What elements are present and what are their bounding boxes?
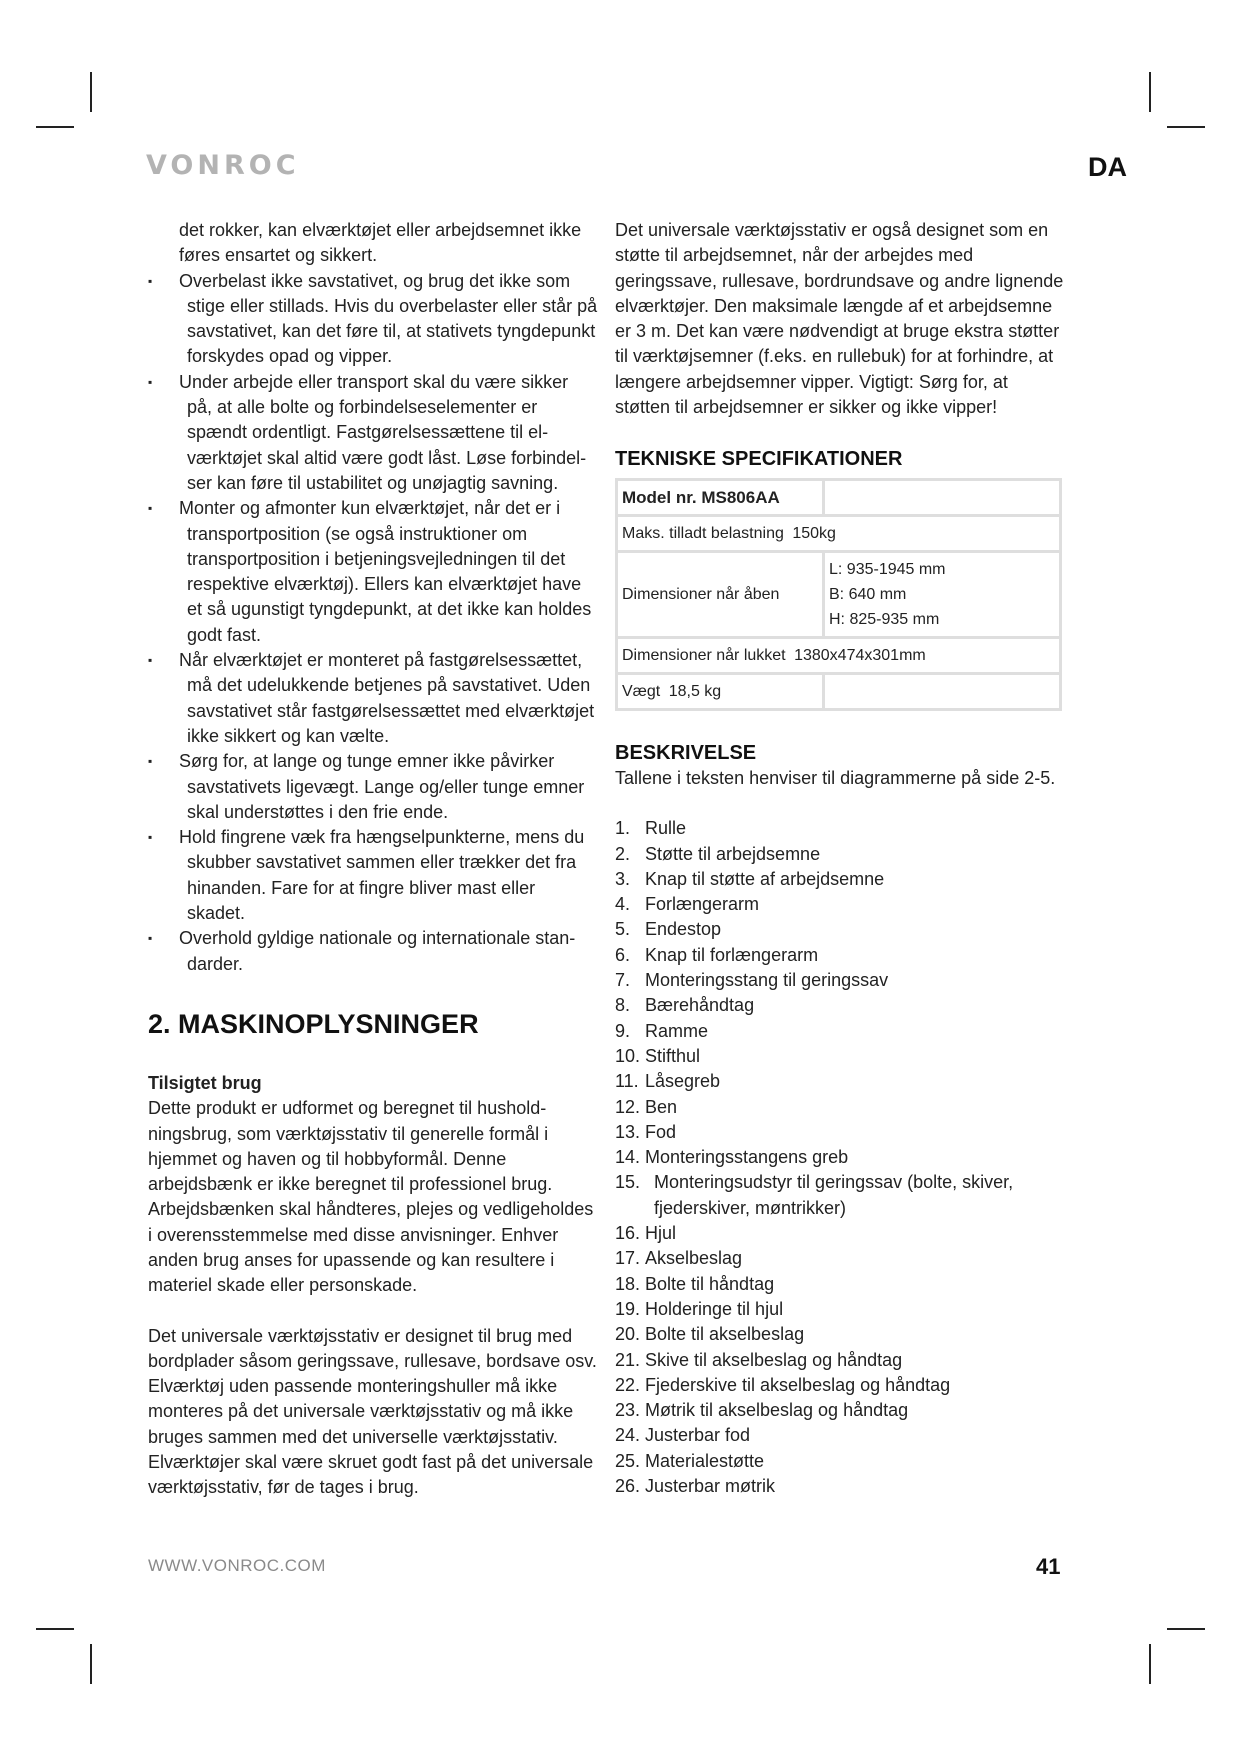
crop-mark xyxy=(1149,72,1151,112)
table-row xyxy=(617,637,1061,673)
open-width: B: 640 mm xyxy=(829,585,907,603)
table-row xyxy=(617,551,1061,637)
list-item: 7. Monteringsstang til geringssav xyxy=(615,970,889,991)
description-title: BESKRIVELSE xyxy=(615,741,757,764)
list-item: 2. Støtte til arbejdsemne xyxy=(615,843,821,864)
list-item: 3. Knap til støtte af arbejdsemne xyxy=(615,868,885,889)
section-heading: 2. MASKINOPLYSNINGER xyxy=(148,1008,479,1039)
spec-title: TEKNISKE SPECIFIKATIONER xyxy=(615,448,903,471)
open-length: L: 935-1945 mm xyxy=(829,560,946,578)
closed-dimensions-value: 1380x474x301mm xyxy=(794,646,926,664)
crop-mark xyxy=(1149,1644,1151,1684)
list-item: 15. Monteringsudstyr til geringssav (bolte, skiver, fjederskiver, møntrikker) xyxy=(615,1172,1014,1218)
model-cell: Model nr. MS806AA xyxy=(617,479,824,515)
list-item: ▪ Når elværktøjet er monteret på fastgørelsessættet, må det udelukkende betjenes på savstativet. Uden savstativet står fastgørelsessættet med elværktøjet ikke sikkert og kan vælte. xyxy=(148,648,598,749)
weight-label: Vægt xyxy=(622,682,661,700)
crop-mark xyxy=(90,1644,92,1684)
load-value: 150kg xyxy=(792,524,836,542)
weight-value: 18,5 kg xyxy=(668,682,722,700)
list-item: ▪ Sørg for, at lange og tunge emner ikke påvirker savstativets ligevægt. Lange og/eller tunge emner skal understøttes i den frie ende. xyxy=(148,749,598,825)
list-item: 14. Monteringsstangens greb xyxy=(615,1147,849,1168)
table-row xyxy=(617,673,1061,709)
list-item: ▪ Hold fingrene væk fra hængselpunkterne, mens du skubber savstativet sammen eller trækker det fra hinanden. Fare for at fingre bliver mast eller skadet. xyxy=(148,825,598,926)
safety-bullet-list xyxy=(148,269,598,977)
list-item: 1. Rulle xyxy=(615,818,687,839)
list-item: 22. Fjederskive til akselbeslag og håndtag xyxy=(615,1374,951,1395)
crop-mark xyxy=(90,72,92,112)
page-number: 41 xyxy=(1036,1554,1061,1579)
language-code: DA xyxy=(1088,152,1127,182)
table-row xyxy=(617,479,1061,515)
list-item: ▪ Overhold gyldige nationale og internationale standarder. xyxy=(148,926,598,977)
table-row xyxy=(617,515,1061,551)
list-item: 16. Hjul xyxy=(615,1223,677,1244)
list-item: 23. Møtrik til akselbeslag og håndtag xyxy=(615,1400,909,1421)
list-item: 26. Justerbar møtrik xyxy=(615,1475,776,1496)
list-item: 5. Endestop xyxy=(615,919,722,940)
list-item: ▪ Under arbejde eller transport skal du være sikker på, at alle bolte og forbindelseselementer er spændt ordentligt. Fastgørelsessættene til elværktøjet skal altid være godt låst. Løse forbindelser kan føre til ustabilitet og unøjagtig savning. xyxy=(148,370,598,496)
list-item: 24. Justerbar fod xyxy=(615,1425,751,1446)
tool-stand-paragraph: Det universale værktøjsstativ er designet til brug med bordplader såsom geringssave, rullesave, bordsave osv. Elværktøj uden passende monteringshuller må ikke monteres på det universale værktøjsstativ og må ikke bruges sammen med det universelle værktøjsstativ. Elværktøjer skal være skruet godt fast på det universale værktøjsstativ, før de tages i brug. xyxy=(148,1325,597,1498)
list-item: 25. Materialestøtte xyxy=(615,1450,765,1471)
list-item: 12. Ben xyxy=(615,1096,678,1117)
list-item: ▪ Overbelast ikke savstativet, og brug det ikke som stige eller stillads. Hvis du overbelaster eller står på savstativet, kan det føre til, at stativets tyngdepunkt forskydes opad og vipper. xyxy=(148,269,598,370)
open-height: H: 825-935 mm xyxy=(829,610,940,628)
list-item: 10. Stifthul xyxy=(615,1045,701,1066)
list-item: 21. Skive til akselbeslag og håndtag xyxy=(615,1349,903,1370)
list-item: 17. Akselbeslag xyxy=(615,1248,743,1269)
list-item: 4. Forlængerarm xyxy=(615,894,760,915)
brand-logo: VONROC xyxy=(146,150,300,181)
crop-mark xyxy=(36,1628,74,1630)
closed-dimensions-label: Dimensioner når lukket xyxy=(622,646,786,664)
open-dimensions-label: Dimensioner når åben xyxy=(617,551,824,637)
spec-table xyxy=(615,478,1062,711)
load-label: Maks. tilladt belastning xyxy=(622,524,784,542)
footer-url[interactable]: WWW.VONROC.COM xyxy=(148,1556,326,1575)
intended-use-paragraph: Dette produkt er udformet og beregnet til husholdningsbrug, som værktøjsstativ til generelle formål i hjemmet og haven og til hobbyformål. Denne arbejdsbænk er ikke beregnet til professionel brug. Arbejdsbænken skal håndteres, plejes og vedligeholdes i overensstemmelse med disse anvisninger. Enhver anden brug anses for upassende og kan resultere i materiel skade eller personskade. xyxy=(148,1098,594,1296)
list-item: 19. Holderinge til hjul xyxy=(615,1298,784,1319)
support-paragraph: Det universale værktøjsstativ er også designet som en støtte til arbejdsemnet, når der arbejdes med geringssave, rullesave, bordrundsave og andre lignende elværktøjer. Den maksimale længde af et arbejdsemne er 3 m. Det kan være nødvendigt at bruge ekstra støtter til værktøjsemner (f.eks. en rullebuk) for at forhindre, at længere arbejdsemner vipper. Vigtigt: Sørg for, at støtten til arbejdsemner er sikker og ikke vipper! xyxy=(615,220,1064,418)
list-item: 13. Fod xyxy=(615,1121,677,1142)
list-item: 20. Bolte til akselbeslag xyxy=(615,1324,805,1345)
crop-mark xyxy=(1167,126,1205,128)
list-item: ▪ Monter og afmonter kun elværktøjet, når det er i transportposition (se også instruktioner om transportposition i betjeningsvejledningen til det respektive elværktøj). Ellers kan elværktøjet have et så ugunstigt tyngdepunkt, at det ikke kan holdes godt fast. xyxy=(148,496,598,648)
left-column xyxy=(148,218,598,1501)
list-item: 9. Ramme xyxy=(615,1020,709,1041)
crop-mark xyxy=(1167,1628,1205,1630)
list-item: 8. Bærehåndtag xyxy=(615,995,755,1016)
description-intro: Tallene i teksten henviser til diagrammerne på side 2-5. xyxy=(615,767,1056,788)
subheading: Tilsigtet brug xyxy=(148,1072,262,1093)
list-item: 6. Knap til forlængerarm xyxy=(615,944,819,965)
right-column xyxy=(615,218,1065,1499)
list-item: 11. Låsegreb xyxy=(615,1071,721,1092)
bullet-continuation: det rokker, kan elværktøjet eller arbejdsemnet ikke føres ensartet og sikkert. xyxy=(179,220,582,266)
crop-mark xyxy=(36,126,74,128)
parts-list xyxy=(615,816,1065,1499)
list-item: 18. Bolte til håndtag xyxy=(615,1273,775,1294)
